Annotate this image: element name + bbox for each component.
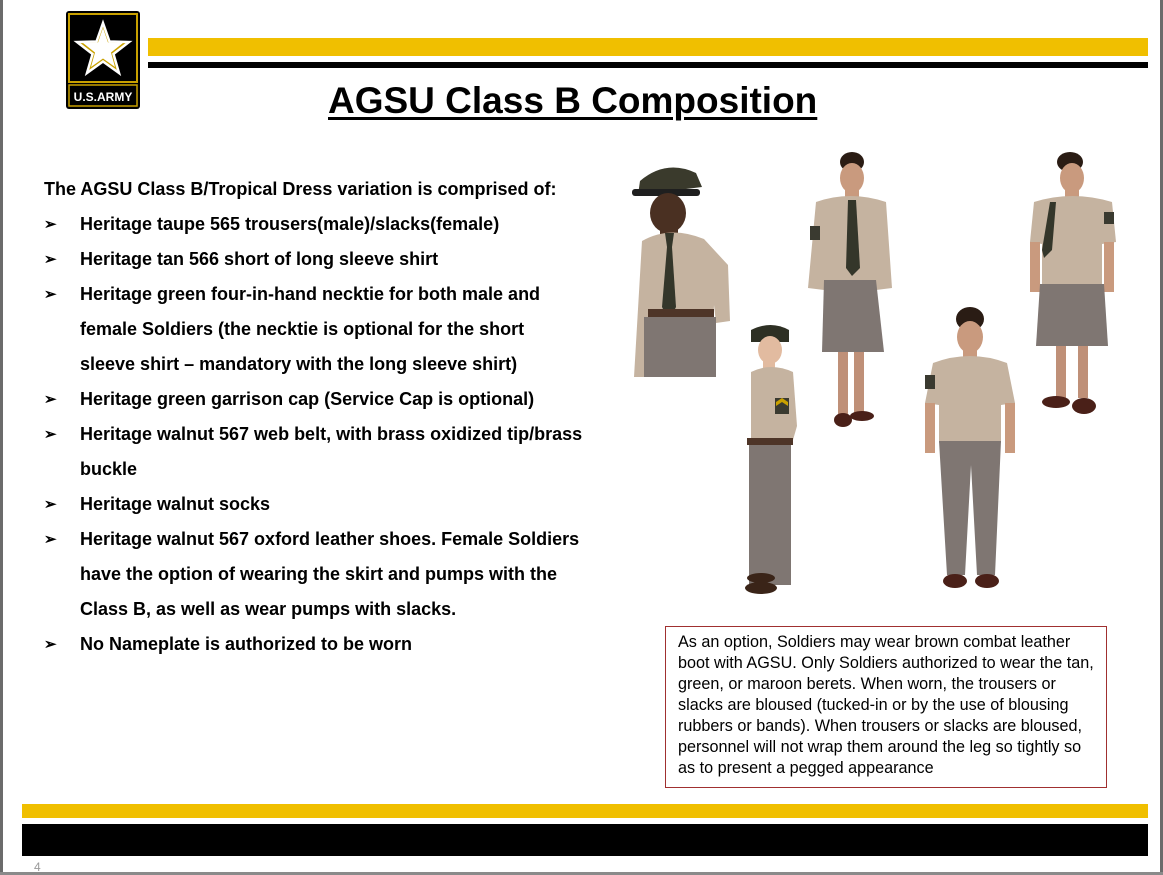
header-black-bar: [148, 62, 1148, 68]
arrow-bullet-icon: ➢: [44, 251, 57, 268]
arrow-bullet-icon: ➢: [44, 426, 57, 443]
slide-title: AGSU Class B Composition: [328, 80, 818, 121]
bullet-item: [44, 382, 584, 417]
soldier-garrison-cap-photo: [737, 322, 799, 598]
frame-left-edge: [0, 0, 3, 875]
bullet-text: No Nameplate is authorized to be worn: [80, 634, 413, 654]
page-number: 4: [34, 860, 41, 874]
bullet-item: [44, 522, 584, 627]
soldier-service-cap-photo: [630, 155, 734, 377]
arrow-bullet-icon: ➢: [44, 286, 57, 303]
arrow-bullet-icon: ➢: [44, 636, 57, 653]
bullet-text: Heritage green garrison cap (Service Cap is optional): [80, 389, 535, 409]
arrow-bullet-icon: ➢: [44, 216, 57, 233]
bullet-item: [44, 277, 584, 382]
female-soldier-slacks-short-sleeve-photo: [921, 305, 1019, 597]
bullet-list: [44, 207, 584, 662]
bullet-text: Heritage tan 566 short of long sleeve shirt: [80, 249, 439, 269]
bullet-item: [44, 242, 584, 277]
arrow-bullet-icon: ➢: [44, 391, 57, 408]
female-soldier-skirt-long-sleeve-photo: [806, 150, 894, 434]
bullet-text: Heritage taupe 565 trousers(male)/slacks(female): [80, 214, 500, 234]
bullet-text: Heritage walnut socks: [80, 494, 271, 514]
footer-black-bar: [22, 824, 1148, 856]
bullet-item: [44, 487, 584, 522]
composition-text: [44, 172, 584, 662]
boot-option-note: As an option, Soldiers may wear brown combat leather boot with AGSU. Only Soldiers authorized to wear the tan, green, or maroon berets. When worn, the trousers or slacks are bloused (tucked-in or by the use of blousing rubbers or bands). When trousers or slacks are bloused, personnel will not wrap them around the leg so tightly so as to present a pegged appearance: [665, 626, 1107, 788]
header-gold-bar: [148, 38, 1148, 56]
logo-text: U.S.ARMY: [73, 90, 133, 104]
us-army-logo: [66, 11, 140, 109]
female-soldier-skirt-short-sleeve-photo: [1028, 150, 1118, 420]
bullet-text: Heritage walnut 567 oxford leather shoes. Female Soldiers have the option of wearing the skirt and pumps with the Class B, as well as wear pumps with slacks.: [80, 529, 580, 619]
bullet-text: Heritage walnut 567 web belt, with brass oxidized tip/brass buckle: [80, 424, 583, 479]
bullet-item: [44, 627, 584, 662]
arrow-bullet-icon: ➢: [44, 531, 57, 548]
footer-gold-bar: [22, 804, 1148, 818]
bullet-text: Heritage green four-in-hand necktie for both male and female Soldiers (the necktie is optional for the short sleeve shirt – mandatory with the long sleeve shirt): [80, 284, 541, 374]
intro-text: The AGSU Class B/Tropical Dress variation is comprised of:: [44, 179, 557, 199]
bullet-item: [44, 207, 584, 242]
arrow-bullet-icon: ➢: [44, 496, 57, 513]
bullet-item: [44, 417, 584, 487]
